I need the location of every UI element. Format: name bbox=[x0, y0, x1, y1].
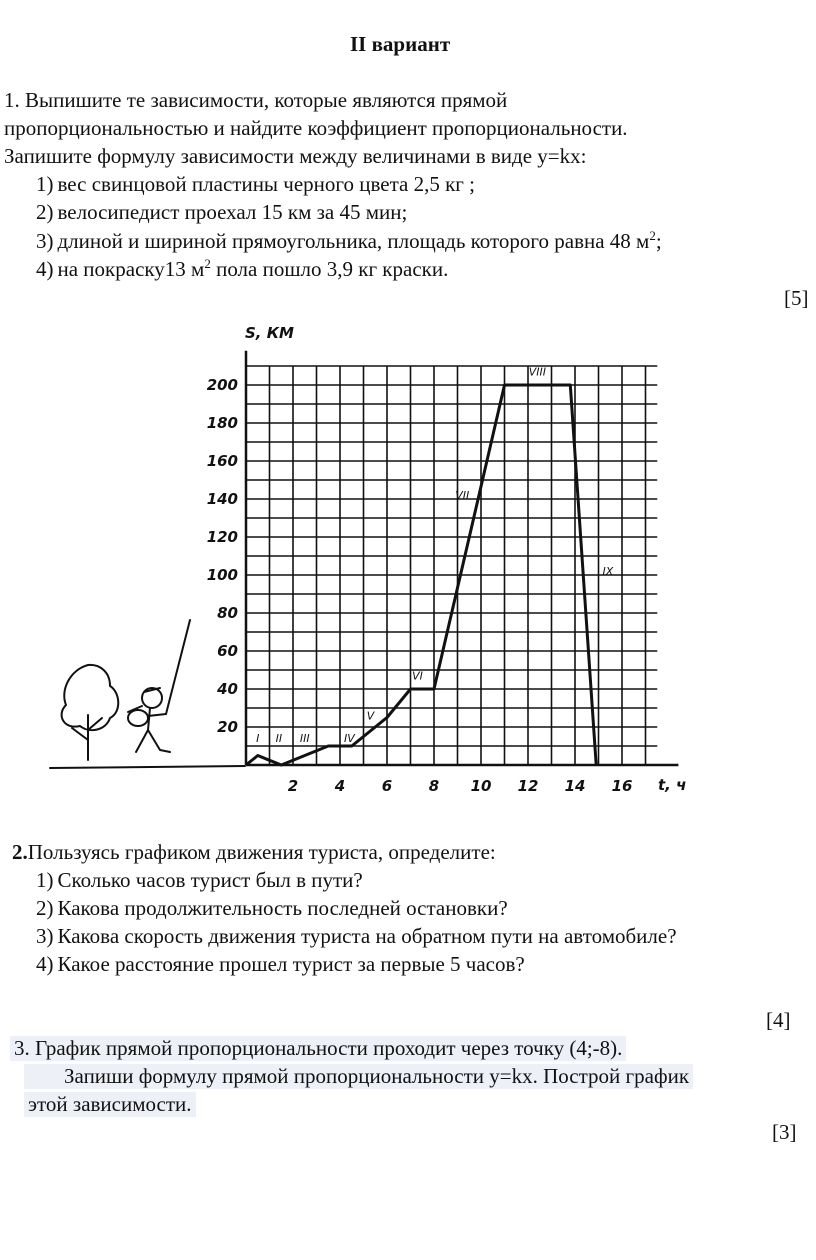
task1-line2: пропорциональностью и найдите коэффициент пропорциональности. bbox=[4, 116, 628, 140]
tree-trunk bbox=[72, 715, 102, 760]
task3-line1: 3. График прямой пропорциональности проходит через точку (4;-8). bbox=[10, 1036, 626, 1061]
y-tick-label: 120 bbox=[206, 528, 238, 546]
task1-item-4-post: пола пошло 3,9 кг краски. bbox=[210, 257, 449, 281]
task2-score: [4] bbox=[766, 1008, 791, 1032]
task1-item-2-num: 2) bbox=[36, 200, 54, 224]
ground-line bbox=[50, 766, 245, 768]
task2-item-2-text: Какова продолжительность последней остановки? bbox=[57, 896, 508, 920]
y-tick-label: 180 bbox=[206, 414, 238, 432]
segment-label: III bbox=[299, 732, 310, 746]
task1-line3: Запишите формулу зависимости между величинами в виде y=kx: bbox=[4, 144, 587, 168]
y-tick-label: 160 bbox=[206, 452, 238, 470]
segment-label: I bbox=[256, 732, 260, 746]
y-tick-label: 20 bbox=[217, 718, 238, 736]
page-title: II вариант bbox=[350, 32, 451, 56]
task2-heading bbox=[12, 840, 496, 865]
task1-item-3-text: длиной и шириной прямоугольника, площадь которого равна 48 м bbox=[57, 229, 650, 253]
segment-label: II bbox=[275, 732, 283, 746]
task1-item-3 bbox=[36, 228, 662, 254]
y-tick-label: 60 bbox=[217, 642, 238, 660]
segment-label: VI bbox=[412, 669, 423, 683]
x-tick-label: 14 bbox=[564, 777, 586, 795]
x-tick-label: 10 bbox=[470, 777, 492, 795]
y-tick-label: 200 bbox=[206, 376, 238, 394]
x-tick-label: 12 bbox=[517, 777, 539, 795]
task1-score: [5] bbox=[784, 286, 809, 310]
y-tick-label: 80 bbox=[217, 604, 238, 622]
task1-line1: 1. Выпишите те зависимости, которые являются прямой bbox=[4, 88, 508, 112]
task1-item-1-text: вес свинцовой пластины черного цвета 2,5 кг ; bbox=[57, 172, 476, 196]
segment-label: IX bbox=[602, 565, 614, 578]
x-tick-labels bbox=[288, 777, 633, 795]
x-tick-label: 2 bbox=[287, 777, 299, 795]
task2-item-1 bbox=[36, 868, 363, 893]
task1-item-4-sup: 2 bbox=[204, 256, 211, 271]
distance-time-chart bbox=[40, 320, 760, 810]
task2-num: 2. bbox=[12, 840, 28, 864]
task2-item-3-num: 3) bbox=[36, 924, 54, 948]
x-axis-label: t, ч bbox=[658, 776, 687, 794]
chart-grid bbox=[246, 366, 657, 765]
segment-label: VIII bbox=[528, 365, 547, 379]
task2-item-4-num: 4) bbox=[36, 952, 54, 976]
task1-item-2 bbox=[36, 200, 407, 225]
task2-item-2-num: 2) bbox=[36, 896, 54, 920]
task1-item-3-sup: 2 bbox=[649, 228, 656, 243]
task2-item-1-text: Сколько часов турист был в пути? bbox=[57, 868, 363, 892]
task1-item-4-num: 4) bbox=[36, 257, 54, 281]
tourist-illustration bbox=[50, 620, 245, 768]
segment-label: V bbox=[366, 709, 375, 723]
task2-item-3-text: Какова скорость движения туриста на обратном пути на автомобиле? bbox=[57, 924, 677, 948]
tourist-arm bbox=[148, 714, 166, 716]
y-tick-label: 40 bbox=[217, 680, 238, 698]
task1-item-4-text: на покраску13 м bbox=[57, 257, 205, 281]
tourist-stick bbox=[166, 620, 190, 714]
task2-item-3 bbox=[36, 924, 677, 949]
x-tick-label: 8 bbox=[428, 777, 440, 795]
task1-item-3-post: ; bbox=[655, 229, 662, 253]
task3-score: [3] bbox=[772, 1120, 797, 1144]
task1-item-1 bbox=[36, 172, 475, 197]
y-tick-labels bbox=[207, 376, 238, 736]
task2-item-4 bbox=[36, 952, 525, 977]
task2-text: Пользуясь графиком движения туриста, определите: bbox=[27, 840, 496, 864]
task2-item-1-num: 1) bbox=[36, 868, 54, 892]
task1-item-2-text: велосипедист проехал 15 км за 45 мин; bbox=[57, 200, 408, 224]
task2-item-4-text: Какое расстояние прошел турист за первые 5 часов? bbox=[57, 952, 525, 976]
segment-label: VII bbox=[455, 489, 470, 502]
tree-crown bbox=[62, 665, 119, 730]
y-tick-label: 140 bbox=[206, 490, 238, 508]
tourist-backpack bbox=[128, 710, 148, 726]
task3-line3: этой зависимости. bbox=[24, 1092, 196, 1117]
task1-item-1-num: 1) bbox=[36, 172, 54, 196]
task2-item-2 bbox=[36, 896, 508, 921]
chart-axes bbox=[246, 351, 678, 765]
x-tick-label: 6 bbox=[381, 777, 393, 795]
y-tick-label: 100 bbox=[206, 566, 238, 584]
x-tick-label: 4 bbox=[334, 777, 346, 795]
x-tick-label: 16 bbox=[611, 777, 633, 795]
task1-item-4 bbox=[36, 256, 448, 282]
task1-item-3-num: 3) bbox=[36, 229, 54, 253]
task3-line2: Запиши формулу прямой пропорциональности y=kx. Построй график bbox=[24, 1064, 693, 1089]
y-axis-label: S, КМ bbox=[245, 324, 294, 342]
segment-label: IV bbox=[344, 732, 355, 746]
